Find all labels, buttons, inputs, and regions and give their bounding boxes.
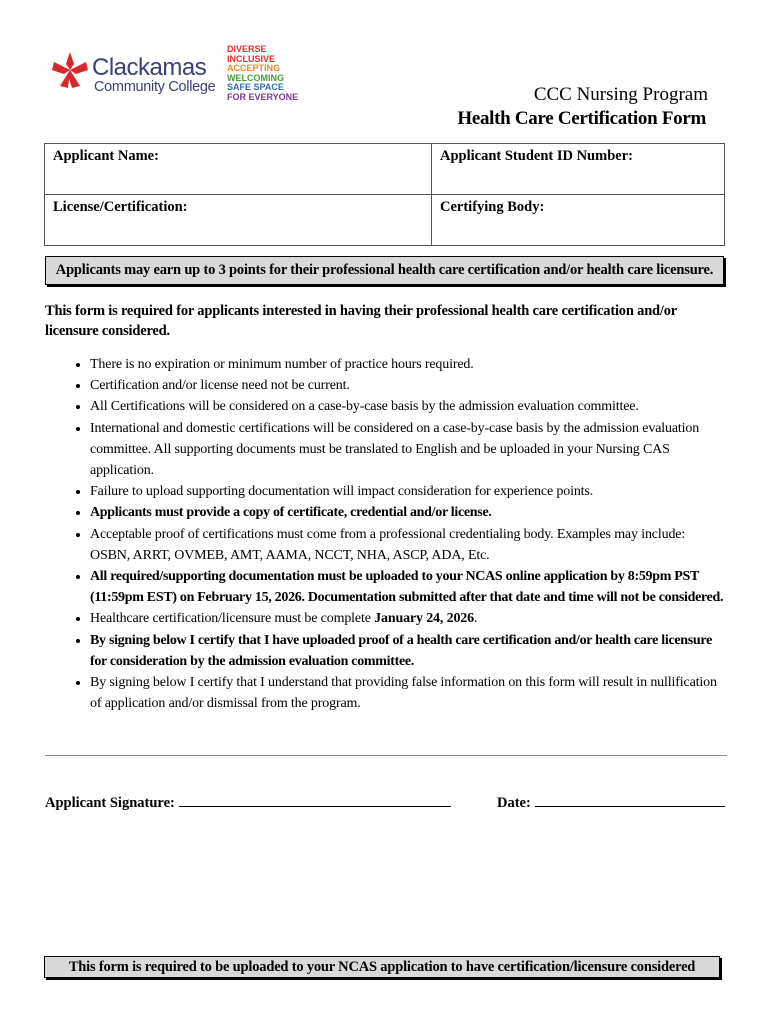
list-item: • Certification and/or license need not be current. <box>90 375 728 396</box>
requirements-list <box>45 354 728 714</box>
list-item: • All required/supporting documentation must be uploaded to your NCAS online application by 8:59pm PST (11:59pm EST) on February 15, 2026. Documentation submitted after that date and time will not be considered. <box>90 566 728 608</box>
college-subname: Community College <box>94 79 216 95</box>
student-id-field[interactable] <box>432 144 725 195</box>
completion-text: Healthcare certification/licensure must be complete <box>90 611 375 627</box>
completion-date: January 24, 2026 <box>374 611 475 627</box>
certifying-body-field[interactable] <box>432 195 725 246</box>
list-item: • By signing below I certify that I have uploaded proof of a health care certification and/or health care licensure for consideration by the admission evaluation committee. <box>90 630 728 672</box>
diversity-badge <box>225 45 315 103</box>
list-item: • Applicants must provide a copy of certificate, credential and/or license. <box>90 502 728 523</box>
program-name: CCC Nursing Program <box>533 84 708 105</box>
badge-line-5: SAFE SPACE <box>227 82 284 93</box>
badge-line-1: DIVERSE <box>227 44 267 54</box>
date-label: Date: <box>497 795 531 811</box>
college-name: Clackamas <box>92 54 207 81</box>
student-id-label: Applicant Student ID Number: <box>440 148 633 164</box>
list-item <box>90 608 728 629</box>
list-item: • By signing below I certify that I understand that providing false information on this form will result in nullification of application and/or dismissal from the program. <box>90 672 728 714</box>
list-item: • There is no expiration or minimum number of practice hours required. <box>90 354 728 375</box>
list-item: • Failure to upload supporting documentation will impact consideration for experience points. <box>90 481 728 502</box>
license-field[interactable] <box>45 195 432 246</box>
badge-line-3: ACCEPTING <box>227 63 281 74</box>
college-emblem-icon <box>50 50 90 90</box>
points-notice: Applicants may earn up to 3 points for their professional health care certification and/or health care licensure. <box>45 256 724 285</box>
completion-period: . <box>474 611 478 627</box>
divider <box>45 755 727 756</box>
signature-field[interactable] <box>179 792 451 807</box>
applicant-name-field[interactable] <box>45 144 432 195</box>
signature-label: Applicant Signature: <box>45 795 175 811</box>
applicant-name-label: Applicant Name: <box>53 148 159 164</box>
date-row <box>497 792 725 812</box>
certifying-body-label: Certifying Body: <box>440 199 545 215</box>
applicant-info-table <box>44 143 725 246</box>
date-field[interactable] <box>535 792 725 807</box>
intro-text: This form is required for applicants interested in having their professional health care certification and/or licensure considered. <box>45 303 677 339</box>
list-item: • Acceptable proof of certifications must come from a professional credentialing body. Examples may include: OSBN, ARRT, OVMEB, AMT, AAMA, NCCT, NHA, ASCP, ADA, Etc. <box>90 524 728 566</box>
license-label: License/Certification: <box>53 199 188 215</box>
signature-row <box>45 792 451 812</box>
upload-footer-notice: This form is required to be uploaded to your NCAS application to have certification/licensure considered <box>44 956 720 978</box>
form-title: Health Care Certification Form <box>457 108 706 129</box>
badge-line-4: WELCOMING <box>227 72 284 83</box>
badge-line-2: INCLUSIVE <box>227 53 276 64</box>
list-item: • International and domestic certifications will be considered on a case-by-case basis by the admission evaluation committee. All supporting documents must be translated to English and be uploaded in your Nursing CAS application. <box>90 418 728 482</box>
list-item: • All Certifications will be considered on a case-by-case basis by the admission evaluation committee. <box>90 396 728 417</box>
badge-line-6: FOR EVERYONE <box>227 91 299 102</box>
